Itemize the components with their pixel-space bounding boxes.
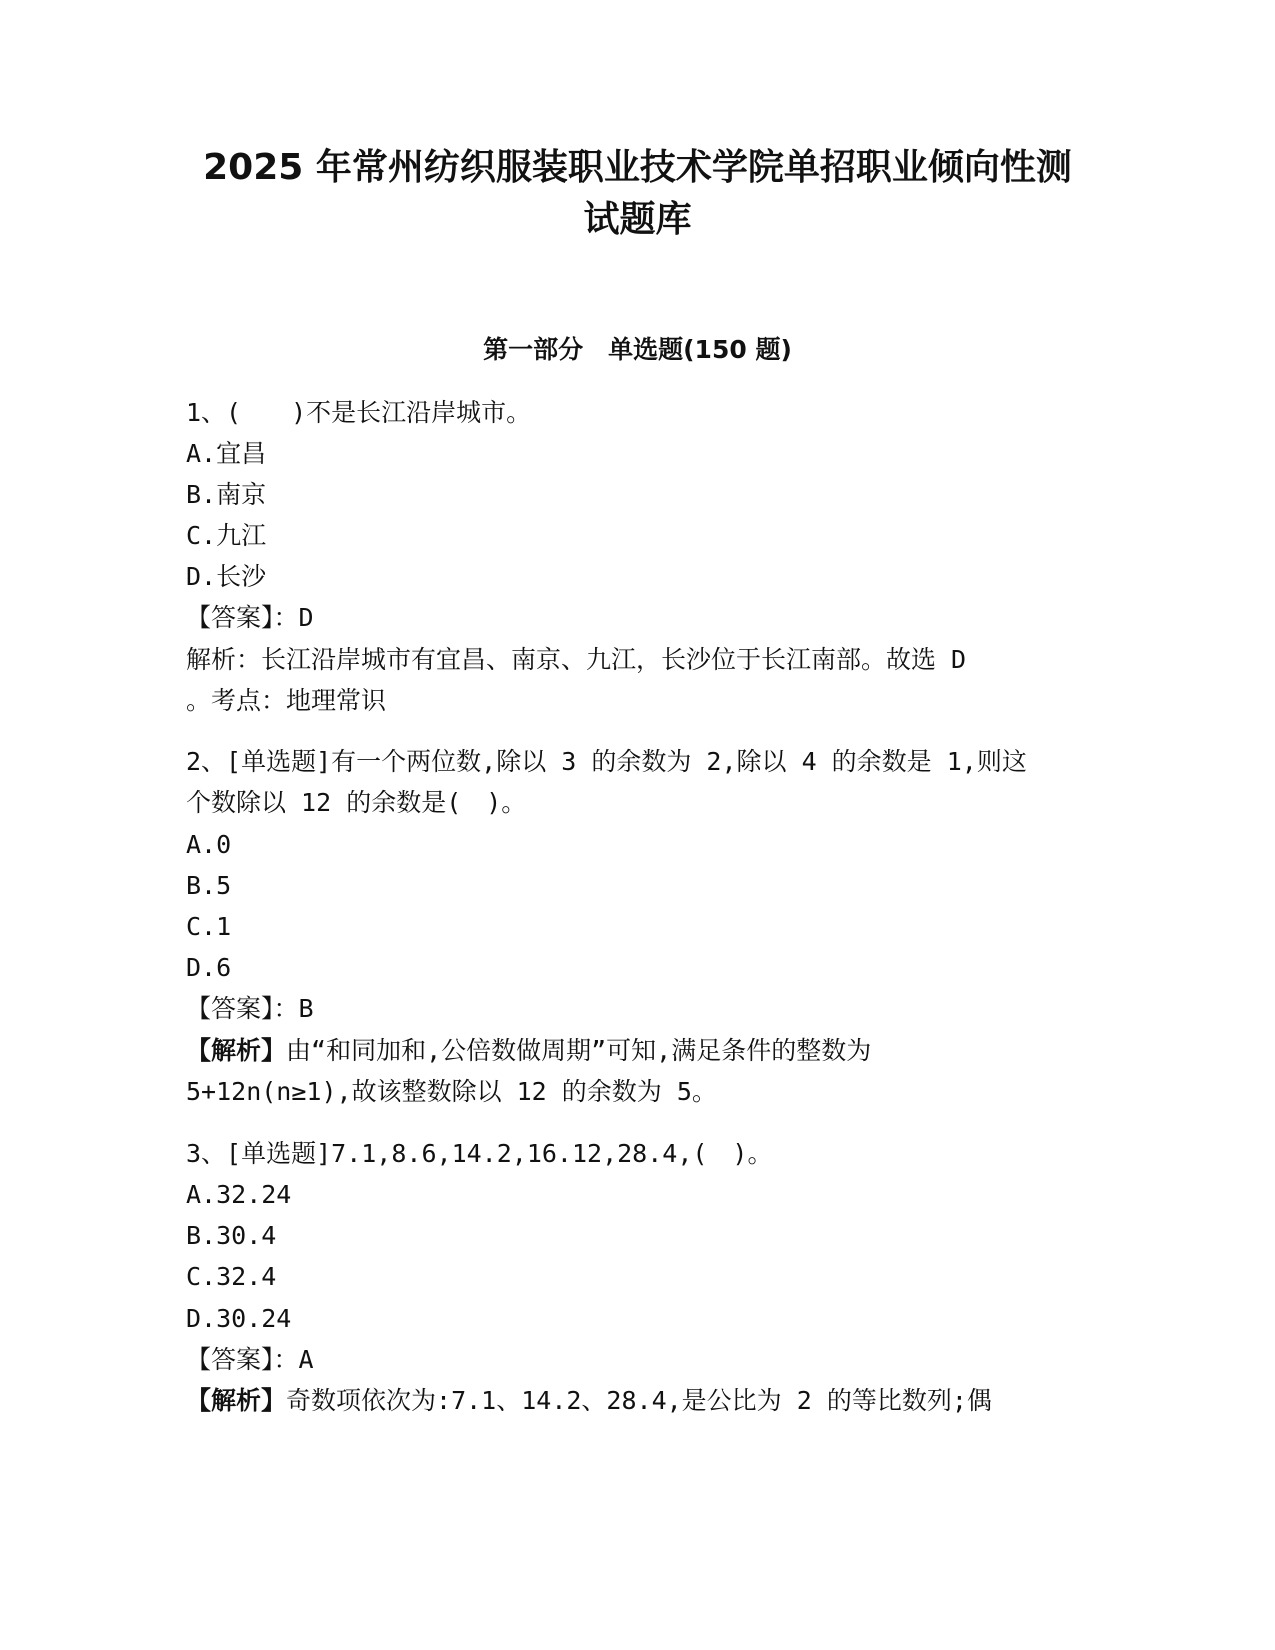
answer-label: 【答案】 (186, 1345, 274, 1374)
question-2-option-a: A.0 (186, 830, 232, 859)
question-2-option-c: C.1 (186, 912, 232, 941)
answer-value: ：B (273, 994, 314, 1023)
question-2-option-b: B.5 (186, 871, 232, 900)
answer-label: 【答案】 (186, 603, 274, 632)
analysis-text: 奇数项依次为:7.1、14.2、28.4,是公比为 2 的等比数列;偶 (286, 1386, 992, 1415)
document-title-line-2: 试题库 (583, 199, 692, 240)
question-1-option-b: B.南京 (186, 480, 267, 509)
question-3-stem: 3、[单选题]7.1,8.6,14.2,16.12,28.4,( )。 (186, 1139, 773, 1168)
question-1-analysis-line-1: 解析：长江沿岸城市有宜昌、南京、九江，长沙位于长江南部。故选 D (186, 645, 967, 674)
question-1-option-c: C.九江 (186, 521, 267, 550)
section-heading: 第一部分 单选题(150 题) (483, 335, 792, 364)
answer-value: ：D (273, 603, 314, 632)
question-2-option-d: D.6 (186, 953, 232, 982)
analysis-label: 【解析】 (186, 1036, 287, 1065)
question-2-stem-line-2: 个数除以 12 的余数是( )。 (186, 788, 527, 817)
analysis-text: 由“和同加和,公倍数做周期”可知,满足条件的整数为 (286, 1036, 872, 1065)
question-1-option-d: D.长沙 (186, 562, 267, 591)
question-2-analysis-line-2: 5+12n(n≥1),故该整数除以 12 的余数为 5。 (186, 1077, 717, 1106)
question-3-option-d: D.30.24 (186, 1304, 292, 1333)
document-title-line-1: 2025 年常州纺织服装职业技术学院单招职业倾向性测 (203, 147, 1072, 188)
question-3-option-a: A.32.24 (186, 1180, 292, 1209)
question-2-analysis-line-1 (186, 1038, 871, 1063)
answer-value: ：A (273, 1345, 314, 1374)
question-1-option-a: A.宜昌 (186, 439, 267, 468)
question-2-stem-line-1: 2、[单选题]有一个两位数,除以 3 的余数为 2,除以 4 的余数是 1,则这 (186, 747, 1027, 776)
question-1-stem: 1、( )不是长江沿岸城市。 (186, 398, 532, 427)
question-1-analysis-line-2: 。考点：地理常识 (186, 686, 387, 715)
question-2-answer (186, 996, 314, 1021)
question-3-answer (186, 1347, 314, 1372)
answer-label: 【答案】 (186, 994, 274, 1023)
analysis-label: 【解析】 (186, 1386, 287, 1415)
question-3-analysis-line-1 (186, 1388, 992, 1413)
question-3-option-c: C.32.4 (186, 1262, 277, 1291)
question-1-answer (186, 605, 314, 630)
question-3-option-b: B.30.4 (186, 1221, 277, 1250)
